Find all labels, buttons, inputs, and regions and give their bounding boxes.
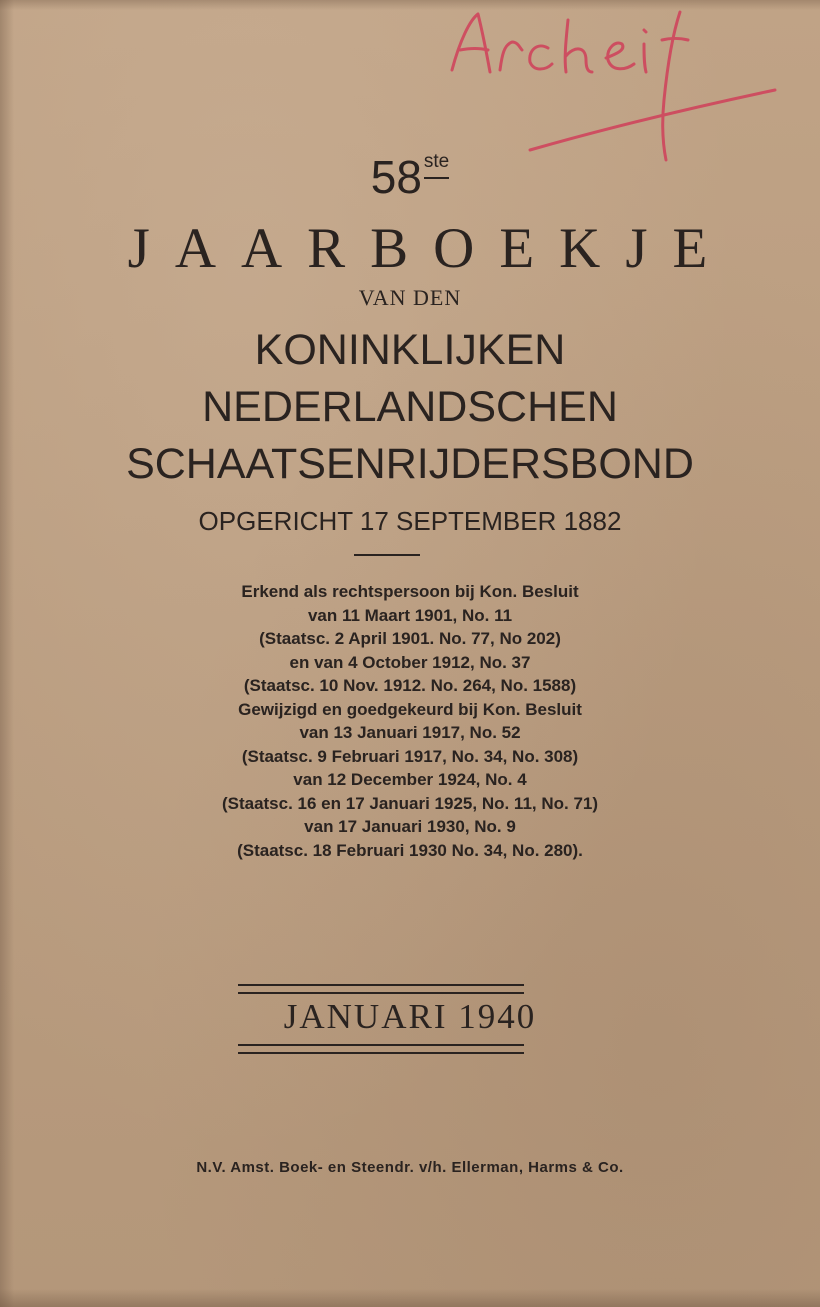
book-title: JAARBOEKJE (127, 217, 733, 280)
legal-text (0, 580, 820, 862)
legal-line: Erkend als rechtspersoon bij Kon. Besluit (241, 582, 579, 601)
divider-double-top (238, 984, 524, 994)
divider-short (354, 554, 420, 556)
legal-line: (Staatsc. 2 April 1901. No. 77, No 202) (259, 629, 561, 648)
subtitle-connector: VAN DEN (358, 285, 462, 310)
divider-double-bottom (238, 1044, 524, 1054)
organization-line-2: NEDERLANDSCHEN (202, 383, 618, 431)
legal-line: van 17 Januari 1930, No. 9 (304, 817, 516, 836)
edition-number-value: 58 (370, 151, 422, 203)
legal-line: en van 4 October 1912, No. 37 (289, 652, 531, 672)
legal-line: (Staatsc. 16 en 17 Januari 1925, No. 11, No. 71) (221, 793, 599, 813)
legal-line: (Staatsc. 9 Februari 1917, No. 34, No. 308) (241, 746, 579, 766)
edition-suffix: ste (424, 152, 449, 179)
legal-line: van 13 Januari 1917, No. 52 (299, 723, 521, 742)
organization-line-3: SCHAATSENRIJDERSBOND (126, 440, 694, 488)
organization-line-1: KONINKLIJKEN (254, 326, 566, 374)
publisher-line: N.V. Amst. Boek- en Steendr. v/h. Ellerman, Harms & Co. (196, 1159, 624, 1176)
legal-line: (Staatsc. 10 Nov. 1912. No. 264, No. 1588) (243, 676, 577, 695)
legal-line: Gewijzigd en goedgekeurd bij Kon. Besluit (238, 699, 582, 719)
founded-date: OPGERICHT 17 SEPTEMBER 1882 (198, 506, 622, 536)
legal-line: van 12 December 1924, No. 4 (293, 770, 527, 789)
paper-bottom-shadow (0, 1289, 820, 1307)
legal-line: (Staatsc. 18 Februari 1930 No. 34, No. 280). (237, 840, 583, 860)
edition-number (0, 150, 820, 204)
publication-date: JANUARI 1940 (283, 997, 537, 1036)
legal-line: van 11 Maart 1901, No. 11 (307, 605, 513, 625)
